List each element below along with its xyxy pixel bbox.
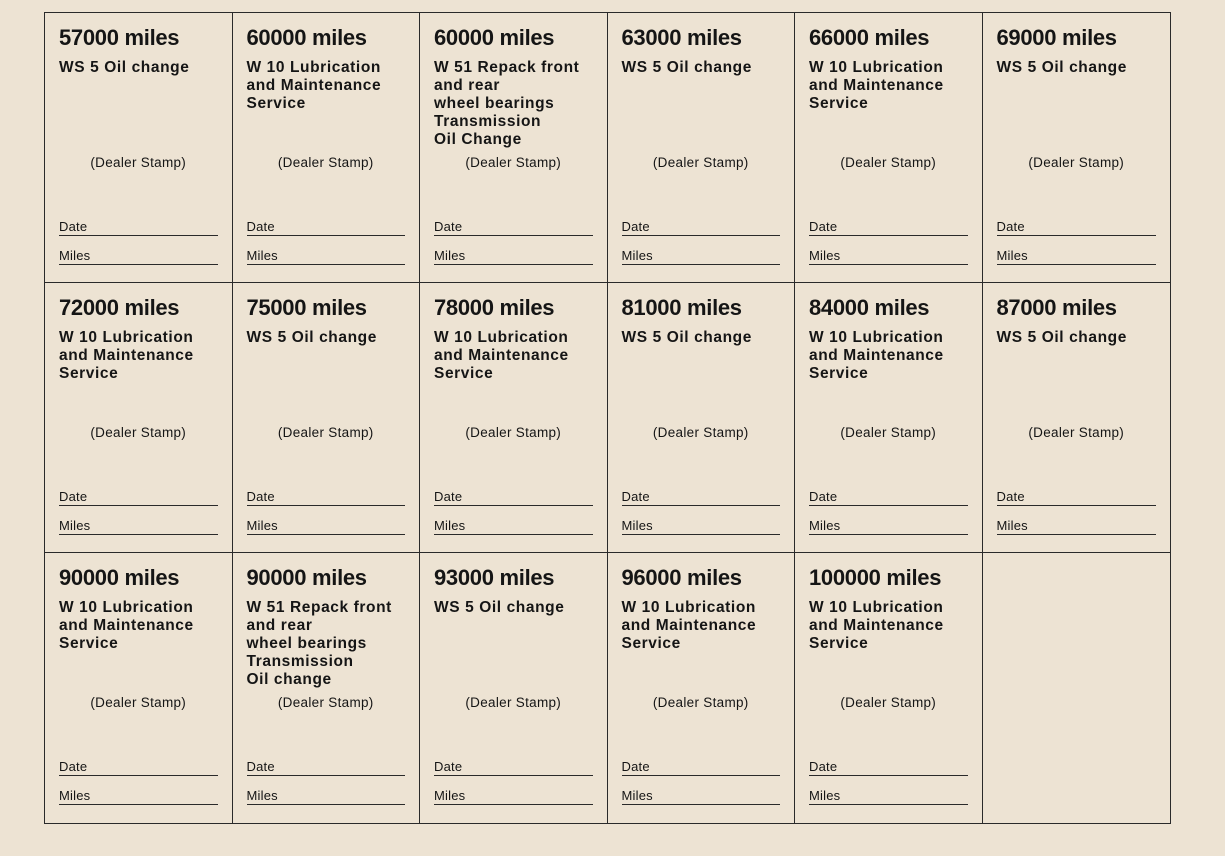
date-field[interactable]: Date — [434, 759, 593, 776]
service-description: W 10 Lubrication and Maintenance Service — [59, 599, 194, 652]
service-description: W 10 Lubrication and Maintenance Service — [809, 59, 944, 112]
dealer-stamp-label: (Dealer Stamp) — [465, 155, 562, 170]
miles-field[interactable]: Miles — [434, 248, 593, 265]
date-field[interactable]: Date — [59, 759, 218, 776]
service-cell — [983, 13, 1171, 283]
service-description: WS 5 Oil change — [59, 59, 190, 76]
dealer-stamp-label: (Dealer Stamp) — [90, 155, 187, 170]
service-cell — [420, 553, 608, 823]
service-cell — [420, 283, 608, 553]
service-cell — [795, 13, 983, 283]
service-cell — [608, 553, 796, 823]
miles-field[interactable]: Miles — [997, 248, 1157, 265]
service-cell — [233, 13, 421, 283]
date-field[interactable]: Date — [809, 489, 968, 506]
dealer-stamp-label: (Dealer Stamp) — [652, 155, 749, 170]
dealer-stamp-label: (Dealer Stamp) — [465, 695, 562, 710]
service-cell — [608, 13, 796, 283]
miles-field[interactable]: Miles — [997, 518, 1157, 535]
date-field[interactable]: Date — [622, 219, 781, 236]
service-description: W 10 Lubrication and Maintenance Service — [809, 329, 944, 382]
mileage-heading: 57000 miles — [59, 25, 180, 50]
mileage-heading: 81000 miles — [621, 295, 742, 320]
date-field[interactable]: Date — [809, 759, 968, 776]
miles-field[interactable]: Miles — [247, 518, 406, 535]
service-description: WS 5 Oil change — [621, 329, 752, 346]
date-field[interactable]: Date — [247, 219, 406, 236]
service-description: W 51 Repack front and rear wheel bearings Transmission Oil Change — [434, 59, 580, 148]
mileage-heading: 60000 miles — [246, 25, 367, 50]
miles-field[interactable]: Miles — [434, 518, 593, 535]
mileage-heading: 78000 miles — [434, 295, 555, 320]
mileage-heading: 84000 miles — [809, 295, 930, 320]
dealer-stamp-label: (Dealer Stamp) — [652, 425, 749, 440]
miles-field[interactable]: Miles — [622, 248, 781, 265]
mileage-heading: 63000 miles — [621, 25, 742, 50]
dealer-stamp-label: (Dealer Stamp) — [1028, 155, 1125, 170]
service-record-grid — [44, 12, 1171, 824]
mileage-heading: 100000 miles — [809, 565, 942, 590]
mileage-heading: 87000 miles — [996, 295, 1117, 320]
date-field[interactable]: Date — [434, 219, 593, 236]
dealer-stamp-label: (Dealer Stamp) — [840, 695, 937, 710]
miles-field[interactable]: Miles — [809, 518, 968, 535]
miles-field[interactable]: Miles — [247, 788, 406, 805]
dealer-stamp-label: (Dealer Stamp) — [277, 155, 374, 170]
dealer-stamp-label: (Dealer Stamp) — [277, 425, 374, 440]
service-description: W 10 Lubrication and Maintenance Service — [59, 329, 194, 382]
mileage-heading: 93000 miles — [434, 565, 555, 590]
service-cell — [983, 283, 1171, 553]
dealer-stamp-label: (Dealer Stamp) — [1028, 425, 1125, 440]
date-field[interactable]: Date — [622, 759, 781, 776]
service-description: WS 5 Oil change — [996, 329, 1127, 346]
date-field[interactable]: Date — [247, 759, 406, 776]
service-cell — [45, 283, 233, 553]
miles-field[interactable]: Miles — [59, 518, 218, 535]
miles-field[interactable]: Miles — [247, 248, 406, 265]
miles-field[interactable]: Miles — [622, 518, 781, 535]
service-description: W 10 Lubrication and Maintenance Service — [434, 329, 569, 382]
service-description: WS 5 Oil change — [996, 59, 1127, 76]
service-cell — [233, 283, 421, 553]
miles-field[interactable]: Miles — [434, 788, 593, 805]
service-description: W 51 Repack front and rear wheel bearings Transmission Oil change — [246, 599, 392, 688]
dealer-stamp-label: (Dealer Stamp) — [840, 155, 937, 170]
miles-field[interactable]: Miles — [622, 788, 781, 805]
service-cell — [795, 553, 983, 823]
service-description: W 10 Lubrication and Maintenance Service — [621, 599, 757, 652]
dealer-stamp-label: (Dealer Stamp) — [652, 695, 749, 710]
mileage-heading: 69000 miles — [996, 25, 1117, 50]
mileage-heading: 75000 miles — [246, 295, 367, 320]
mileage-heading: 66000 miles — [809, 25, 930, 50]
date-field[interactable]: Date — [59, 489, 218, 506]
miles-field[interactable]: Miles — [59, 788, 218, 805]
date-field[interactable]: Date — [622, 489, 781, 506]
date-field[interactable]: Date — [997, 489, 1157, 506]
empty-cell — [983, 553, 1171, 823]
dealer-stamp-label: (Dealer Stamp) — [90, 695, 187, 710]
dealer-stamp-label: (Dealer Stamp) — [90, 425, 187, 440]
service-description: WS 5 Oil change — [246, 329, 377, 346]
dealer-stamp-label: (Dealer Stamp) — [840, 425, 937, 440]
dealer-stamp-label: (Dealer Stamp) — [465, 425, 562, 440]
service-description: W 10 Lubrication and Maintenance Service — [246, 59, 382, 112]
service-cell — [608, 283, 796, 553]
mileage-heading: 90000 miles — [59, 565, 180, 590]
date-field[interactable]: Date — [997, 219, 1157, 236]
date-field[interactable]: Date — [809, 219, 968, 236]
mileage-heading: 60000 miles — [434, 25, 555, 50]
service-description: WS 5 Oil change — [621, 59, 752, 76]
service-description: WS 5 Oil change — [434, 599, 565, 616]
service-description: W 10 Lubrication and Maintenance Service — [809, 599, 944, 652]
date-field[interactable]: Date — [434, 489, 593, 506]
service-cell — [233, 553, 421, 823]
miles-field[interactable]: Miles — [809, 248, 968, 265]
date-field[interactable]: Date — [59, 219, 218, 236]
mileage-heading: 72000 miles — [59, 295, 180, 320]
mileage-heading: 96000 miles — [621, 565, 742, 590]
service-cell — [420, 13, 608, 283]
service-cell — [45, 553, 233, 823]
miles-field[interactable]: Miles — [59, 248, 218, 265]
service-cell — [795, 283, 983, 553]
mileage-heading: 90000 miles — [246, 565, 367, 590]
service-cell — [45, 13, 233, 283]
miles-field[interactable]: Miles — [809, 788, 968, 805]
date-field[interactable]: Date — [247, 489, 406, 506]
dealer-stamp-label: (Dealer Stamp) — [277, 695, 374, 710]
